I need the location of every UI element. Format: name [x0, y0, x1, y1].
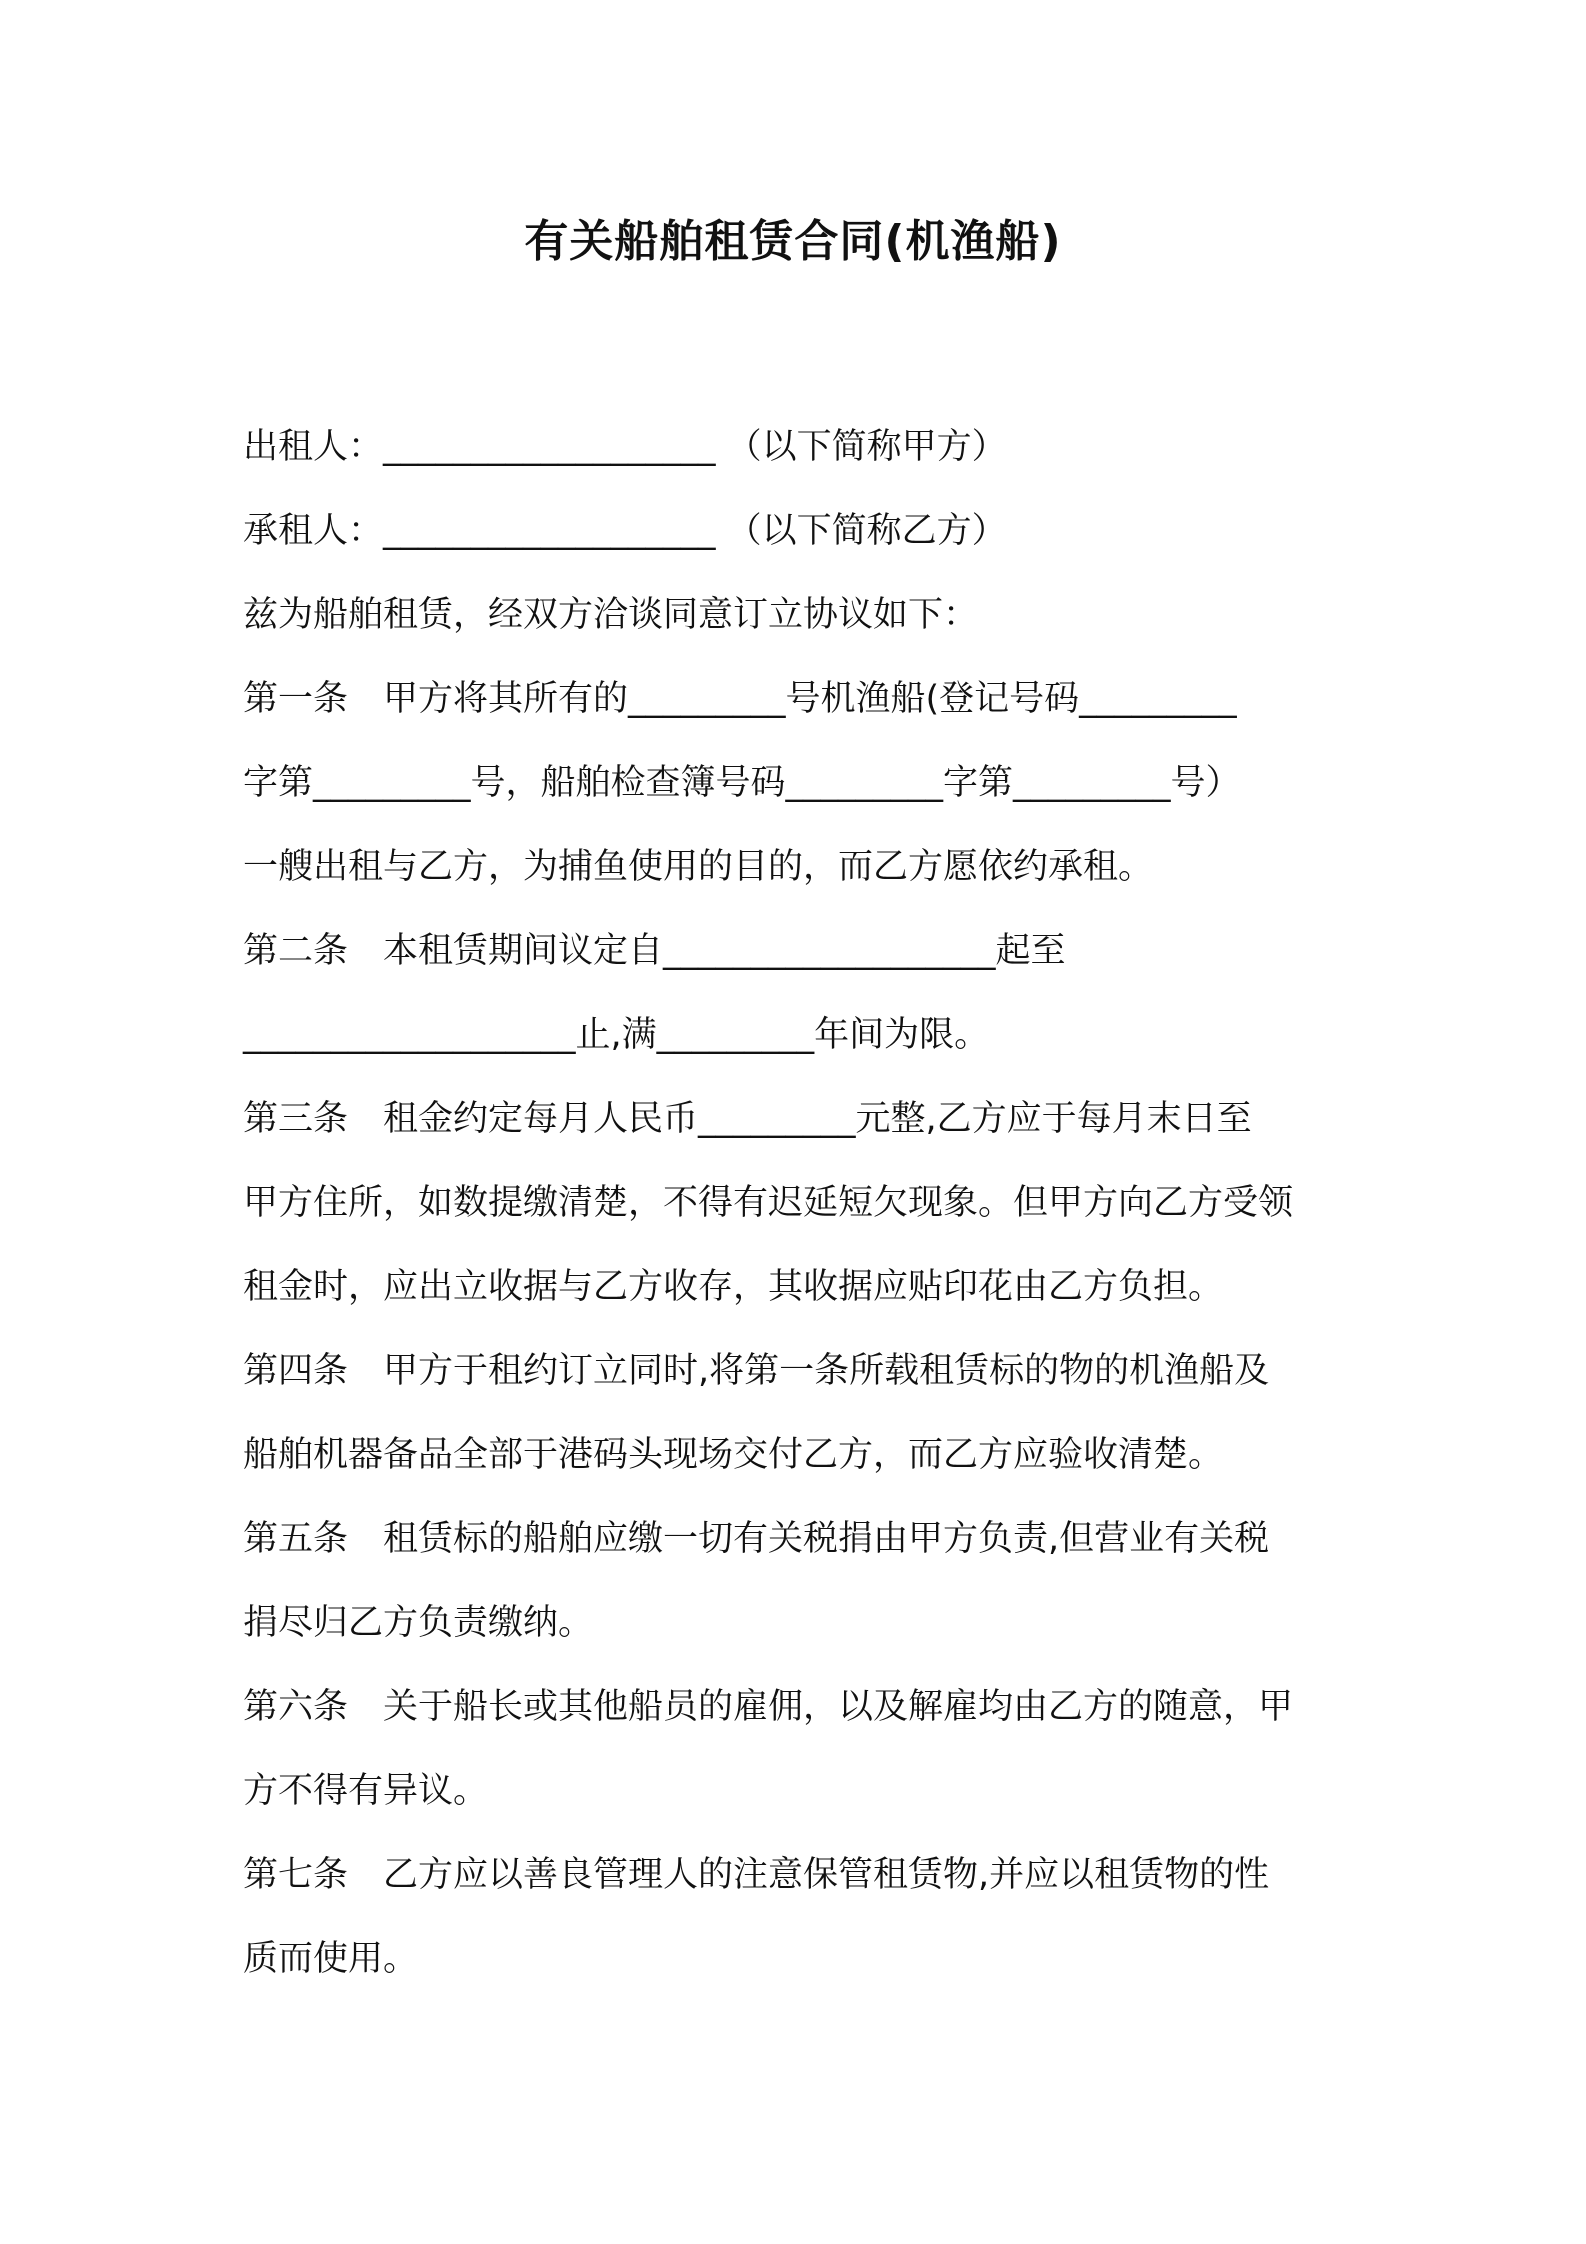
lessor-line: 出租人：___________________ （以下简称甲方） — [243, 427, 1007, 467]
article-1-line-2: 字第_________号，船舶检查簿号码_________字第_________号） — [243, 763, 1241, 803]
article-3-line-3: 租金时，应出立收据与乙方收存，其收据应贴印花由乙方负担。 — [243, 1267, 1224, 1307]
article-5-line-2: 捐尽归乙方负责缴纳。 — [243, 1603, 594, 1643]
article-1-line-3: 一艘出租与乙方，为捕鱼使用的目的，而乙方愿依约承租。 — [243, 847, 1154, 887]
document-title: 有关船舶租赁合同(机渔船) — [524, 216, 1062, 267]
contract-body — [243, 405, 1353, 2001]
article-7-line-1: 第七条 乙方应以善良管理人的注意保管租赁物,并应以租赁物的性 — [243, 1855, 1270, 1895]
lessee-line: 承租人：___________________ （以下简称乙方） — [243, 511, 1007, 551]
article-4-line-2: 船舶机器备品全部于港码头现场交付乙方，而乙方应验收清楚。 — [243, 1435, 1224, 1475]
article-6-line-1: 第六条 关于船长或其他船员的雇佣，以及解雇均由乙方的随意，甲 — [243, 1687, 1294, 1727]
article-3-line-2: 甲方住所，如数提缴清楚，不得有迟延短欠现象。但甲方向乙方受领 — [243, 1183, 1294, 1223]
article-6-line-2: 方不得有异议。 — [243, 1771, 489, 1811]
article-7-line-2: 质而使用。 — [243, 1939, 419, 1979]
article-1-line-1: 第一条 甲方将其所有的_________号机渔船(登记号码_________ — [243, 679, 1237, 719]
article-3-line-1: 第三条 租金约定每月人民币_________元整,乙方应于每月末日至 — [243, 1099, 1252, 1139]
article-2-line-2: ___________________止,满_________年间为限。 — [243, 1015, 990, 1055]
preamble-line: 兹为船舶租赁，经双方洽谈同意订立协议如下： — [243, 595, 979, 635]
article-5-line-1: 第五条 租赁标的船舶应缴一切有关税捐由甲方负责,但营业有关税 — [243, 1519, 1270, 1559]
article-4-line-1: 第四条 甲方于租约订立同时,将第一条所载租赁标的物的机渔船及 — [243, 1351, 1270, 1391]
article-2-line-1: 第二条 本租赁期间议定自___________________起至 — [243, 931, 1066, 971]
